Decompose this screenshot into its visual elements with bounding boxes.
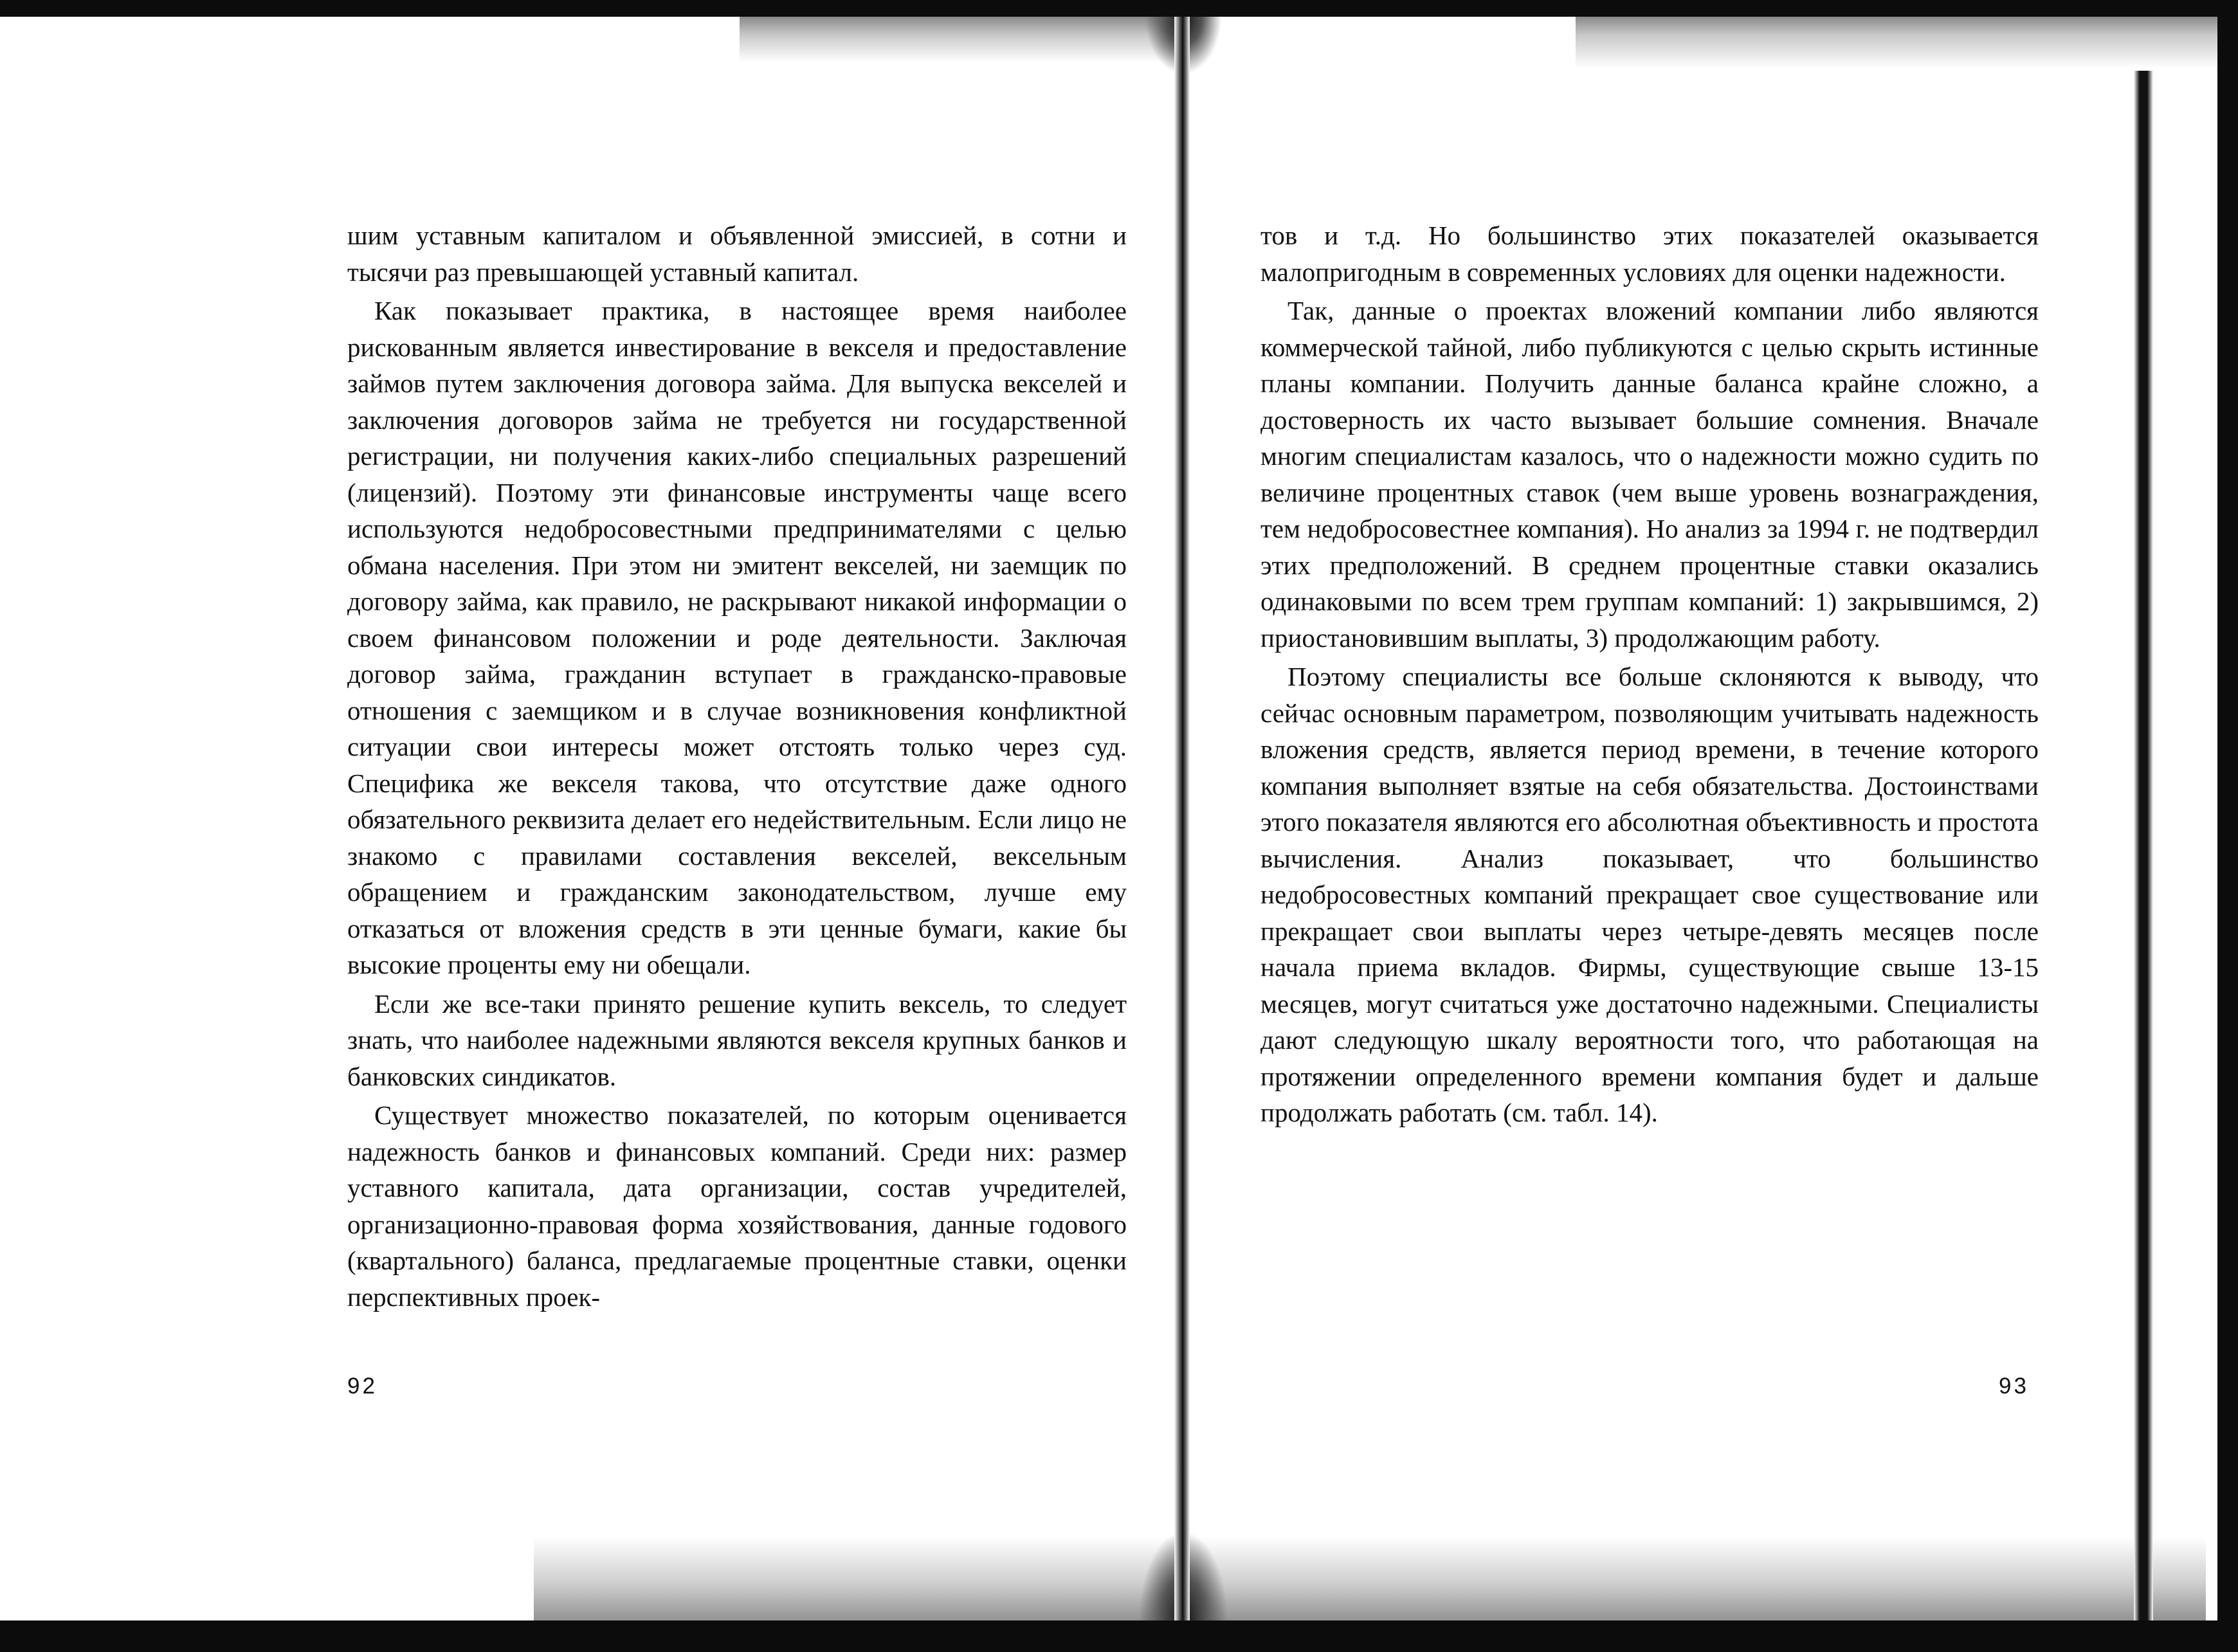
scan-shadow-bottom [534,1537,2206,1620]
left-paragraph-2: Как показывает практика, в настоящее время наиболее рискованным является инвестирование в векселя и предоставление займов путем заключения договора займа. Для выпуска векселей и заключения договоров займа не требуется ни государственной регистрации, ни получения каких-либо специальных разрешений (лицензий). Поэтому эти финансовые инструменты чаще всего используются недобросовестными предпринимателями с целью обмана населения. При этом ни эмитент векселей, ни заемщик по договору займа, как правило, не раскрывают никакой информации о своем финансовом положении и роде деятельности. Заключая договор займа, гражданин вступает в гражданско-правовые отношения с заемщиком и в случае возникновения конфликтной ситуации свои интересы может отстоять только через суд. Специфика же векселя такова, что отсутствие даже одного обязательного реквизита делает его недействительным. Если лицо не знакомо с правилами составления векселей, вексельным обращением и гражданским законодательством, лучше ему отказаться от вложения средств в эти ценные бумаги, какие бы высокие проценты ему ни обещали. [347,296,1127,979]
left-paragraph-1: шим уставным капиталом и объявленной эмиссией, в сотни и тысячи раз превышающей уставный капитал. [347,221,1127,287]
left-paragraph-4: Существует множество показателей, по которым оценивается надежность банков и финансовых компаний. Среди них: размер уставного капитала, дата организации, состав учредителей, организационно-правовая форма хозяйствования, данные годового (квартального) баланса, предлагаемые процентные ставки, оценки перспективных проек- [347,1100,1127,1312]
page-edge-right [2134,71,2153,1620]
right-paragraph-1: тов и т.д. Но большинство этих показателей оказывается малопригодным в современных условиях для оценки надежности. [1260,221,2039,287]
scan-shadow-top-left [740,17,1183,62]
book-spine [1174,17,1190,1620]
scan-border-top [0,0,2238,17]
right-paragraph-2: Так, данные о проектах вложений компании либо являются коммерческой тайной, либо публикуются с целью скрыть истинные планы компании. Получить данные баланса крайне сложно, а достоверность их часто вызывает большие сомнения. Вначале многим специалистам казалось, что о надежности можно судить по величине процентных ставок (чем выше уровень вознаграждения, тем недобросовестнее компания). Но анализ за 1994 г. не подтвердил этих предположений. В среднем процентные ставки оказались одинаковыми по всем трем группам компаний: 1) закрывшимся, 2) приостановившим выплаты, 3) продолжающим работу. [1260,296,2039,653]
right-page-number: 93 [1999,1374,2029,1399]
left-page-body [347,217,1127,1315]
scan-border-right [2217,17,2238,1620]
scan-border-bottom [0,1620,2238,1652]
left-paragraph-3: Если же все-таки принято решение купить вексель, то следует знать, что наиболее надежными являются векселя крупных банков и банковских синдикатов. [347,988,1127,1091]
left-page-number: 92 [347,1374,378,1399]
right-paragraph-3: Поэтому специалисты все больше склоняются к выводу, что сейчас основным параметром, позволяющим учитывать надежность вложения средств, является период времени, в течение которого компания выполняет взятые на себя обязательства. Достоинствами этого показателя являются его абсолютная объективность и простота вычисления. Анализ показывает, что большинство недобросовестных компаний прекращает свое существование или прекращает свои выплаты через четыре-девять месяцев после начала приема вкладов. Фирмы, существующие свыше 13-15 месяцев, могут считаться уже достаточно надежными. Специалисты дают следующую шкалу вероятности того, что работающая на протяжении определенного времени компания будет и дальше продолжать работать (см. табл. 14). [1260,662,2039,1127]
right-page-body [1260,217,2039,1131]
scan-shadow-top-right [1576,17,2219,68]
